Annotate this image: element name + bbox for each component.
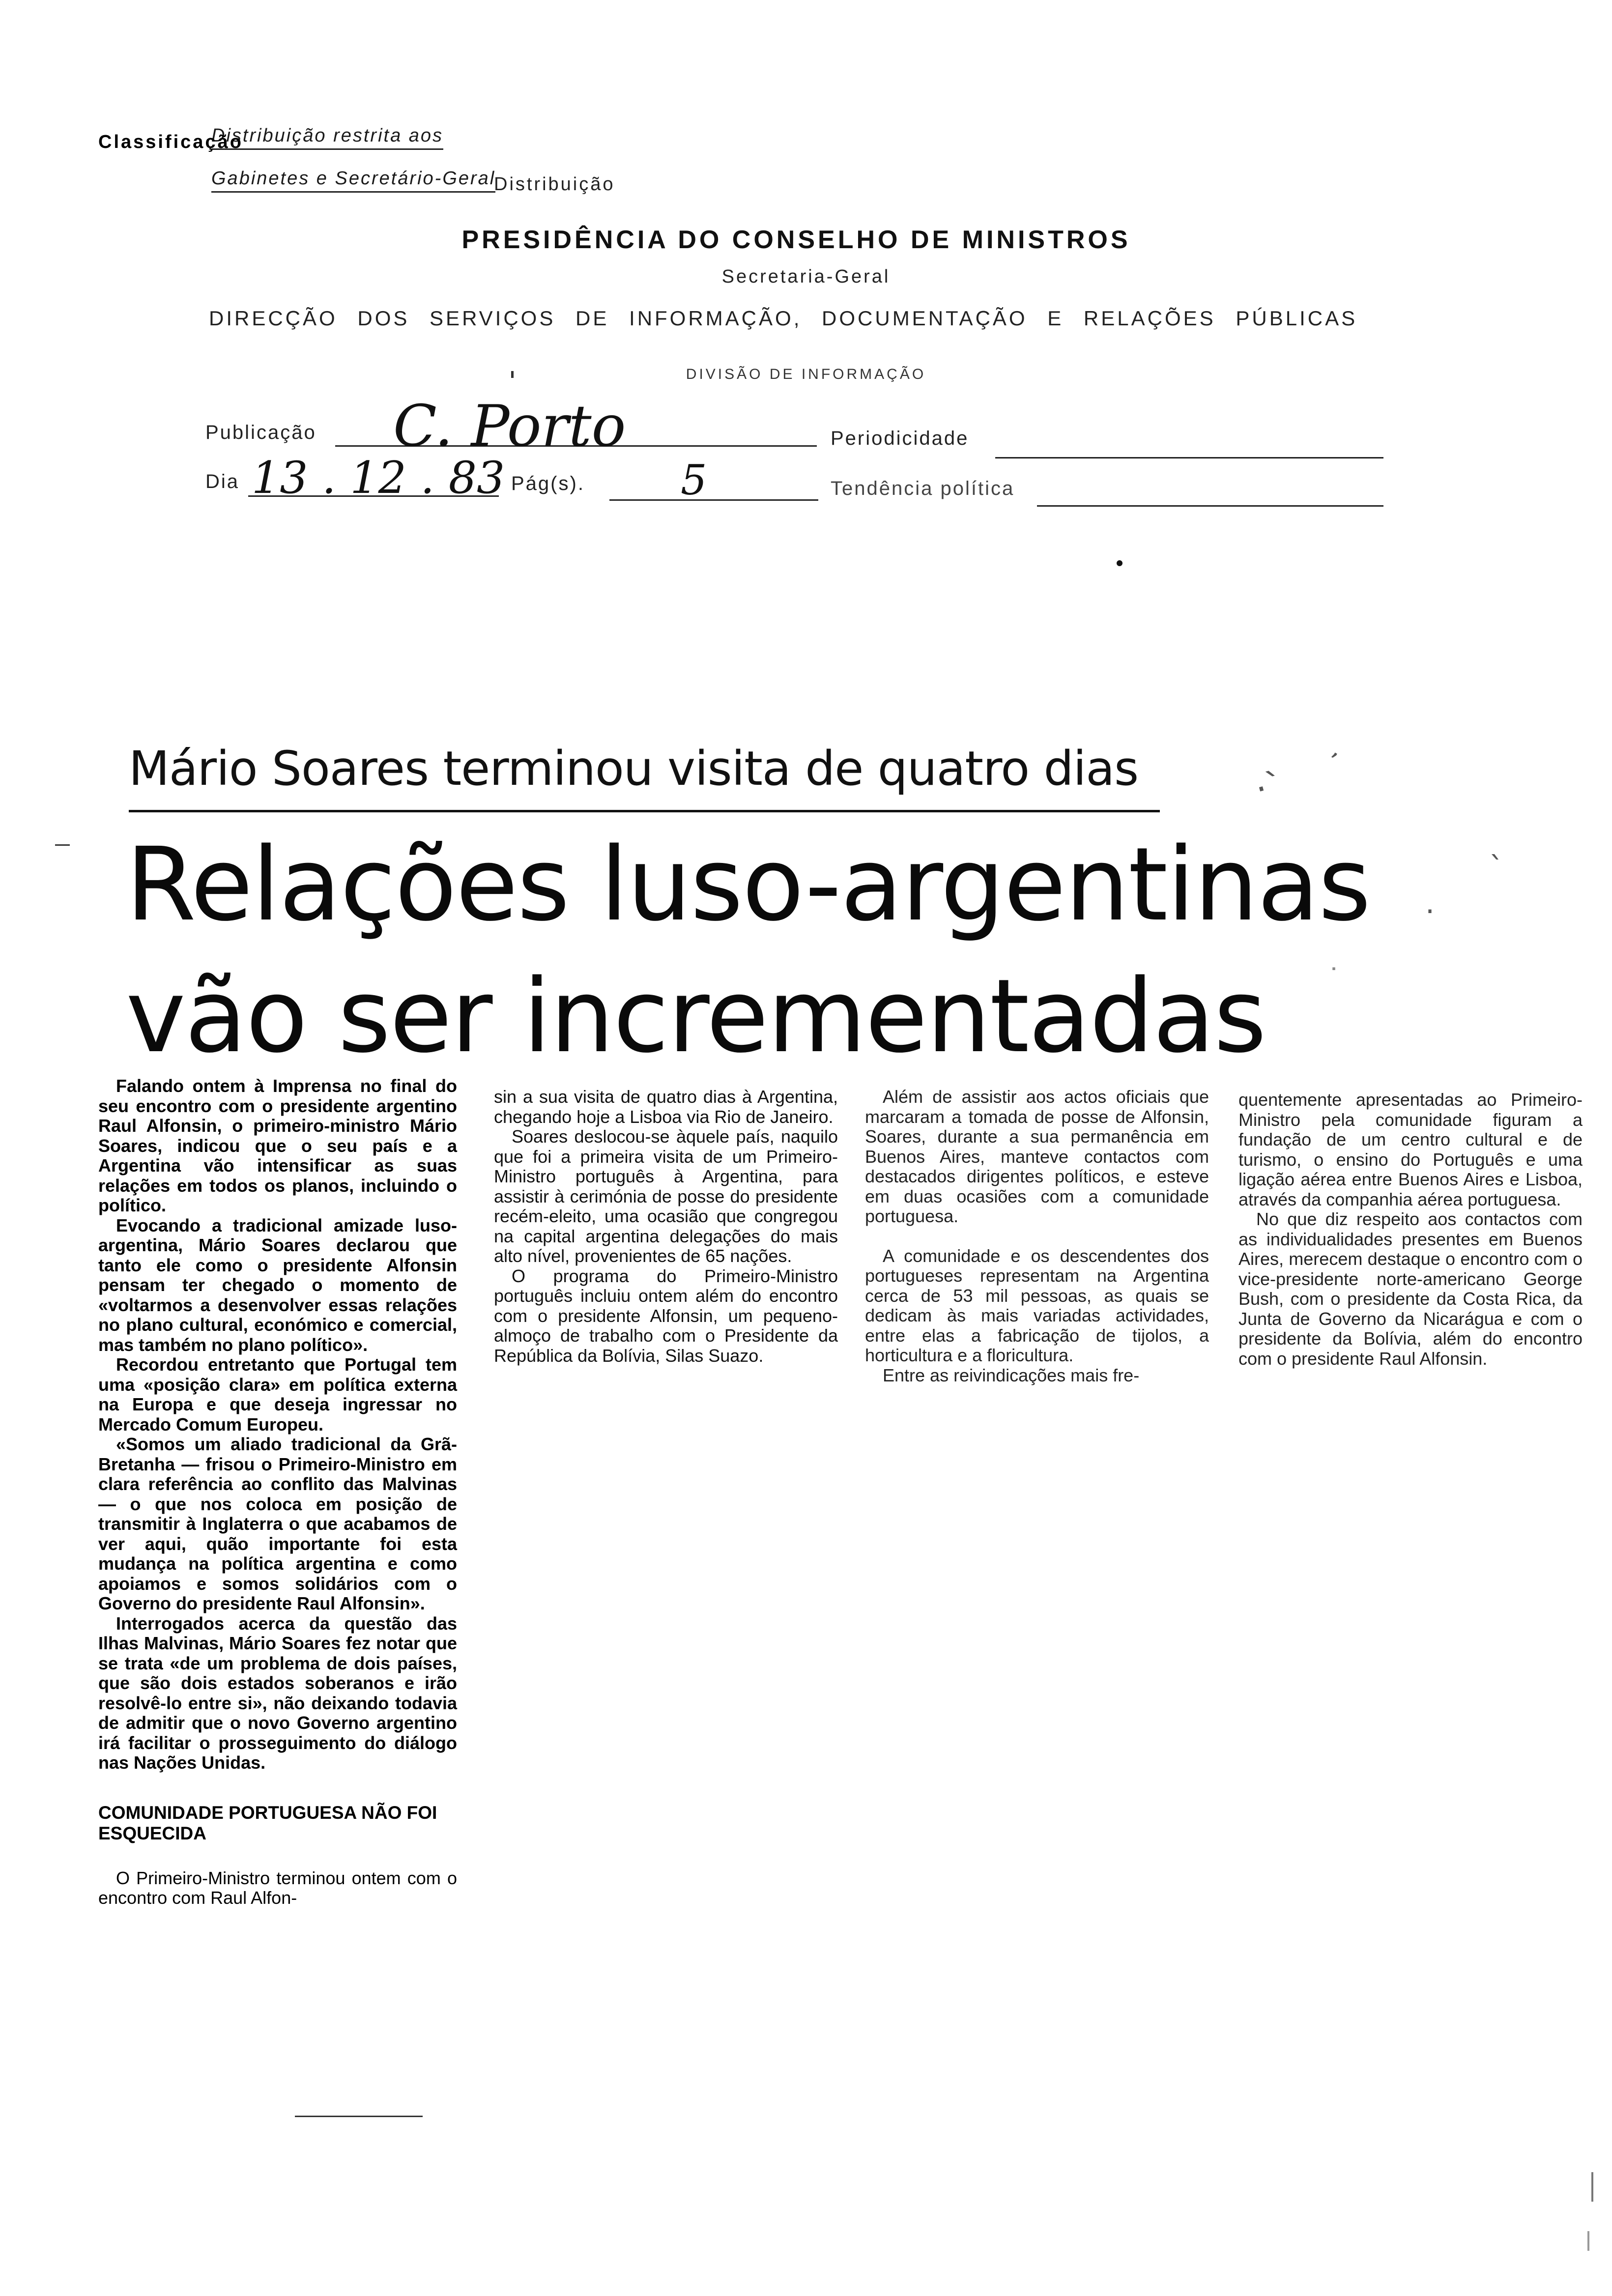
section-subhead: COMUNIDADE PORTUGUESA NÃO FOI ESQUECIDA: [98, 1802, 437, 1843]
col2-paragraph: Soares deslocou-se àquele país, naquilo que foi a primeira visita de um Primeiro-Ministro português à Argentina, para assistir à cerimónia de posse do presidente recém-eleito, uma ocasião que congregou na capital argentina delegações do mais alto nível, provenientes de 65 nações.: [494, 1126, 838, 1266]
pages-label: Pág(s).: [511, 473, 585, 494]
scan-smudge: ·: [1425, 894, 1435, 929]
periodicity-field-line: [995, 455, 1383, 459]
col1-paragraph: «Somos um aliado tradicional da Grã-Bretanha — frisou o Primeiro-Ministro em clara referência ao conflito das Malvinas — o que nos coloca em posição de transmitir à Inglaterra o que acabamos de ver aqui, quão importante foi esta mudança na política argentina e como apoiamos e somos solidários com o Governo do presidente Raul Alfonsin».: [98, 1434, 457, 1613]
directorate-title: DIRECÇÃO DOS SERVIÇOS DE INFORMAÇÃO, DOCUMENTAÇÃO E RELAÇÕES PÚBLICAS: [209, 307, 1358, 330]
scan-smudge: ˎ: [1489, 826, 1504, 860]
col1-paragraph: O Primeiro-Ministro terminou ontem com o encontro com Raul Alfon-: [98, 1867, 457, 1908]
headline-line1: Relações luso-argentinas: [126, 826, 1370, 944]
division-title: DIVISÃO DE INFORMAÇÃO: [686, 366, 926, 382]
kicker-rule: [129, 810, 1160, 812]
distribution-note-line1: Distribuição restrita aos: [211, 125, 443, 150]
article-column-4: [1238, 1090, 1583, 1369]
paragraph-gap: [865, 1227, 1209, 1246]
classification-label: Classificação: [98, 132, 243, 152]
day-handwritten-value: 13 . 12 . 83: [252, 452, 505, 504]
scan-smudge: ·ˋ: [1251, 763, 1289, 810]
article-column-3: [865, 1087, 1209, 1385]
pages-field-line: [609, 497, 818, 501]
day-label: Dia: [205, 471, 240, 492]
headline-line2: vão ser incrementadas: [126, 957, 1266, 1075]
distribution-label: Distribuição: [494, 174, 615, 195]
periodicity-label: Periodicidade: [831, 428, 969, 449]
ministry-title: [0, 225, 1612, 255]
article-column-1: [98, 1076, 457, 1908]
col3-paragraph: Além de assistir aos actos oficiais que marcaram a tomada de posse de Alfonsin, Soares, durante a sua permanência em Buenos Aires, manteve contactos com destacados dirigentes políticos, e esteve em duas ocasiões com a comunidade portuguesa.: [865, 1087, 1209, 1226]
article-kicker: Mário Soares terminou visita de quatro dias: [129, 741, 1139, 796]
pages-handwritten-value: 5: [681, 456, 707, 504]
column-end-rule: [295, 2116, 423, 2117]
secretariat-title: Secretaria-Geral: [721, 266, 891, 287]
publication-handwritten-value: C. Porto: [393, 393, 626, 459]
article-column-2: [494, 1087, 838, 1366]
tendency-field-line: [1037, 503, 1383, 507]
col1-paragraph: Evocando a tradicional amizade luso-argentina, Mário Soares declarou que tanto ele como o presidente Alfonsin pensam ter chegado o momento de «voltarmos a desenvolver essas relações no plano cultural, económico e comercial, mas também no plano político».: [98, 1215, 457, 1355]
col1-paragraph: Interrogados acerca da questão das Ilhas Malvinas, Mário Soares fez notar que se trata «de um problema de dois países, que são dois estados soberanos e irão resolvê-lo entre si», não deixando todavia de admitir que o novo Governo argentino irá facilitar o prosseguimento do diálogo nas Nações Unidas.: [98, 1613, 457, 1773]
col4-paragraph: quentemente apresentadas ao Primeiro-Ministro pela comunidade figuram a fundação de um centro cultural e de turismo, o ensino do Português e uma ligação aérea entre Buenos Aires e Lisboa, através da companhia aérea portuguesa.: [1238, 1090, 1583, 1209]
scan-edge-mark: [55, 844, 70, 846]
col1-paragraph: Recordou entretanto que Portugal tem uma «posição clara» em política externa na Europa e que deseja ingressar no Mercado Comum Europeu.: [98, 1354, 457, 1435]
distribution-note-line2: Gabinetes e Secretário-Geral: [211, 168, 495, 193]
scan-edge-mark: [1591, 2172, 1593, 2202]
scan-smudge: ˙: [1327, 963, 1341, 995]
col2-paragraph: sin a sua visita de quatro dias à Argentina, chegando hoje a Lisboa via Rio de Janeiro.: [494, 1087, 838, 1127]
col4-paragraph: No que diz respeito aos contactos com as individualidades presentes em Buenos Aires, merecem destaque o encontro com o vice-presidente norte-americano George Bush, com o presidente da Costa Rica, da Junta de Governo da Nicarágua e com o presidente da Bolívia, além do encontro com o presidente Raul Alfonsin.: [1238, 1209, 1583, 1369]
scan-edge-mark: [1587, 2231, 1589, 2251]
col2-paragraph: O programa do Primeiro-Ministro português incluiu ontem além do encontro com o presidente Alfonsin, um pequeno-almoço de trabalho com o Presidente da República da Bolívia, Silas Suazo.: [494, 1265, 838, 1366]
tendency-label: Tendência política: [831, 478, 1015, 499]
scan-speck: [1117, 560, 1123, 566]
ministry-title-text: PRESIDÊNCIA DO CONSELHO DE MINISTROS: [461, 226, 1131, 254]
col3-paragraph: Entre as reivindicações mais fre-: [883, 1365, 1140, 1385]
publication-label: Publicação: [205, 422, 317, 443]
col1-paragraph: Falando ontem à Imprensa no final do seu encontro com o presidente argentino Raul Alfonsin, o primeiro-ministro Mário Soares, indicou que o seu país e a Argentina vão intensificar as suas relações em todos os planos, incluindo o político.: [98, 1076, 457, 1215]
scan-smudge: ’: [1320, 746, 1342, 776]
scan-speck: [511, 371, 514, 378]
col3-paragraph: A comunidade e os descendentes dos portugueses representam na Argentina cerca de 53 mil pessoas, as quais se dedicam às mais variadas actividades, entre elas a fabricação de tijolos, a horticultura e a floricultura.: [865, 1245, 1209, 1365]
